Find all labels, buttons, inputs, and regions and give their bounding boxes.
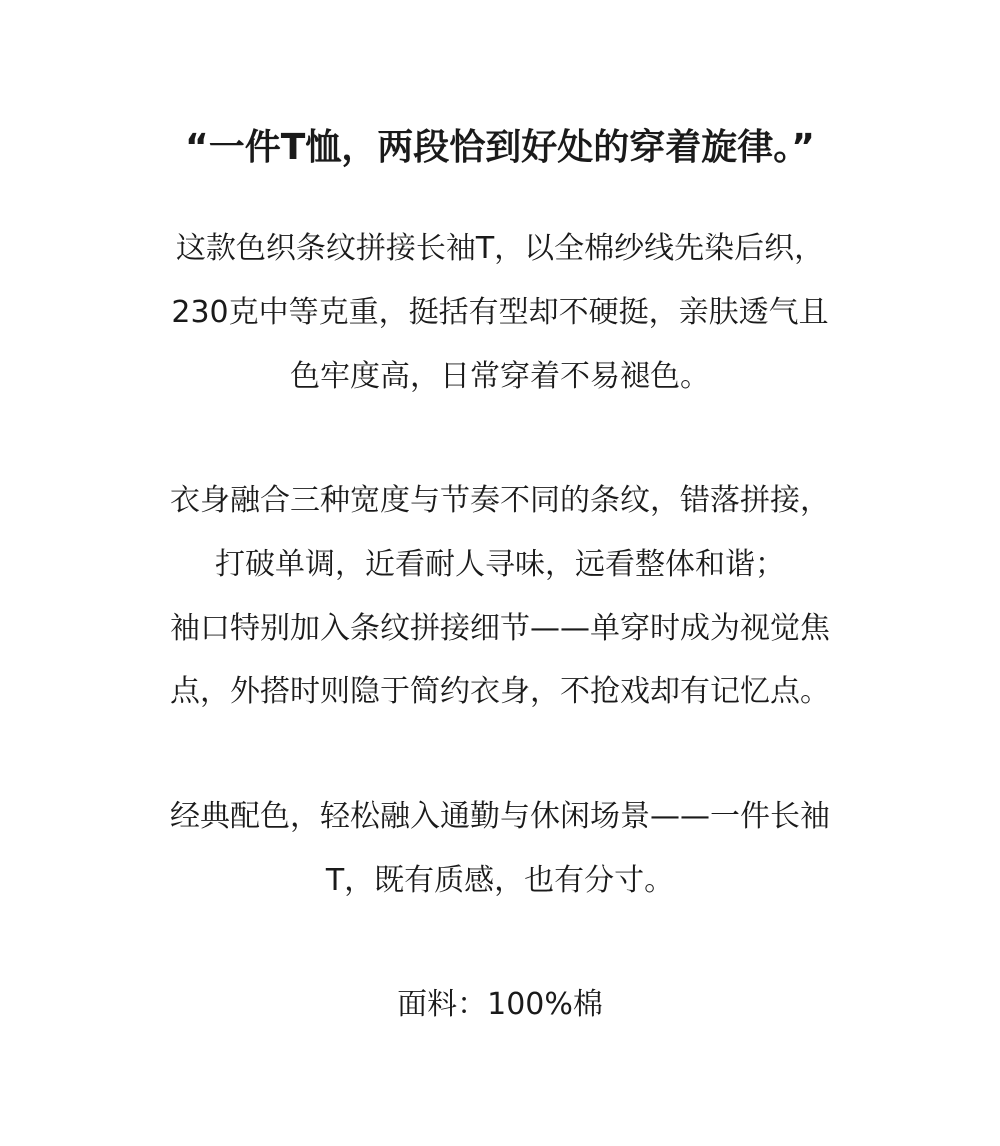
- paragraph-2-line-4: 点，外搭时则隐于简约衣身，不抢戏却有记忆点。: [170, 674, 830, 709]
- paragraph-1-line-3: 色牢度高，日常穿着不易褪色。: [290, 359, 710, 394]
- paragraph-2-line-1: 衣身融合三种宽度与节奏不同的条纹，错落拼接，: [170, 483, 830, 518]
- paragraph-1-line-1: 这款色织条纹拼接长袖T，以全棉纱线先染后织，: [175, 231, 825, 266]
- paragraph-3-line-2: T，既有质感，也有分寸。: [325, 863, 675, 898]
- paragraph-1-line-2: 230克中等克重，挺括有型却不硬挺，亲肤透气且: [171, 295, 829, 330]
- fabric-composition: 面料：100%棉: [397, 987, 603, 1022]
- paragraph-2-line-2: 打破单调，近看耐人寻味，远看整体和谐；: [215, 547, 785, 582]
- headline: “一件T恤，两段恰到好处的穿着旋律。”: [185, 127, 815, 168]
- paragraph-3-line-1: 经典配色，轻松融入通勤与休闲场景——一件长袖: [170, 799, 830, 834]
- paragraph-2-line-3: 袖口特别加入条纹拼接细节——单穿时成为视觉焦: [170, 611, 830, 646]
